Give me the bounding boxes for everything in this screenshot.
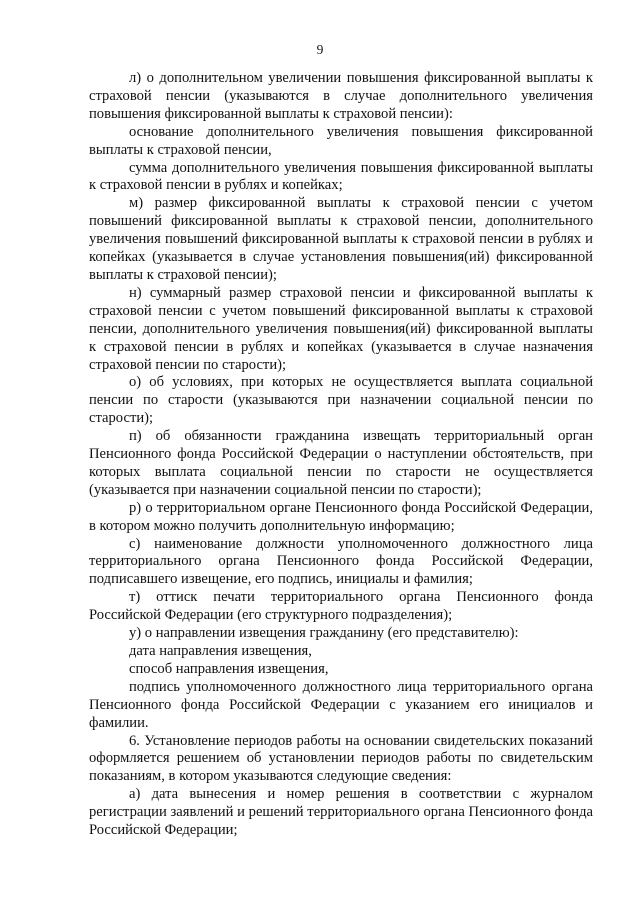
paragraph-r: р) о территориальном органе Пенсионного фонда Российской Федерации, в котором можно получить дополнительную информацию; bbox=[89, 499, 593, 534]
paragraph-u-method: способ направления извещения, bbox=[129, 660, 329, 677]
paragraph-u: у) о направлении извещения гражданину (его представителю): bbox=[129, 625, 519, 642]
paragraph-s: с) наименование должности уполномоченного должностного лица территориального органа Пенсионного фонда Российской Федерации, подписавшего извещение, его подпись, инициалы и фамилия; bbox=[89, 535, 593, 588]
page-number: 9 bbox=[316, 42, 324, 57]
paragraph-t: т) оттиск печати территориального органа Пенсионного фонда Российской Федерации (его структурного подразделения); bbox=[89, 589, 593, 624]
paragraph-l-amount: сумма дополнительного увеличения повышения фиксированной выплаты к страховой пенсии в рублях и копейках; bbox=[89, 159, 593, 194]
paragraph-l-basis: основание дополнительного увеличения повышения фиксированной выплаты к страховой пенсии, bbox=[89, 123, 593, 158]
paragraph-u-date: дата направления извещения, bbox=[129, 643, 312, 659]
paragraph-o: о) об условиях, при которых не осуществляется выплата социальной пенсии по старости (указываются при назначении социальной пенсии по старости); bbox=[89, 374, 593, 427]
paragraph-l: л) о дополнительном увеличении повышения фиксированной выплаты к страховой пенсии (указываются в случае дополнительного увеличения повышения фиксированной выплаты к страховой пенсии): bbox=[89, 70, 593, 122]
document-body bbox=[89, 70, 593, 840]
paragraph-n: н) суммарный размер страховой пенсии и фиксированной выплаты к страховой пенсии с учетом повышений фиксированной выплаты к страховой пенсии, дополнительного увеличения повышения(ий) фиксированной выплаты к страховой пенсии в рублях и копейках (указывается в случае назначения страховой пенсии по старости); bbox=[89, 284, 593, 373]
paragraph-m: м) размер фиксированной выплаты к страховой пенсии с учетом повышений фиксированной выплаты к страховой пенсии, дополнительного увеличения повышений фиксированной выплаты к страховой пенсии в рублях и копейках (указывается в случае установления повышения(ий) фиксированной выплаты к страховой пенсии); bbox=[89, 195, 593, 283]
paragraph-6: 6. Установление периодов работы на основании свидетельских показаний оформляется решением об установлении периодов работы по свидетельским показаниям, в котором указываются следующие сведения: bbox=[89, 732, 593, 785]
paragraph-u-signature: подпись уполномоченного должностного лица территориального органа Пенсионного фонда Российской Федерации с указанием его инициалов и фамилии. bbox=[89, 678, 593, 731]
paragraph-6a: а) дата вынесения и номер решения в соответствии с журналом регистрации заявлений и решений территориального органа Пенсионного фонда Российской Федерации; bbox=[89, 786, 593, 839]
paragraph-p: п) об обязанности гражданина извещать территориальный орган Пенсионного фонда Российской Федерации о наступлении обстоятельств, при которых выплата социальной пенсии по старости не осуществляется (указывается при назначении социальной пенсии по старости); bbox=[89, 428, 593, 498]
